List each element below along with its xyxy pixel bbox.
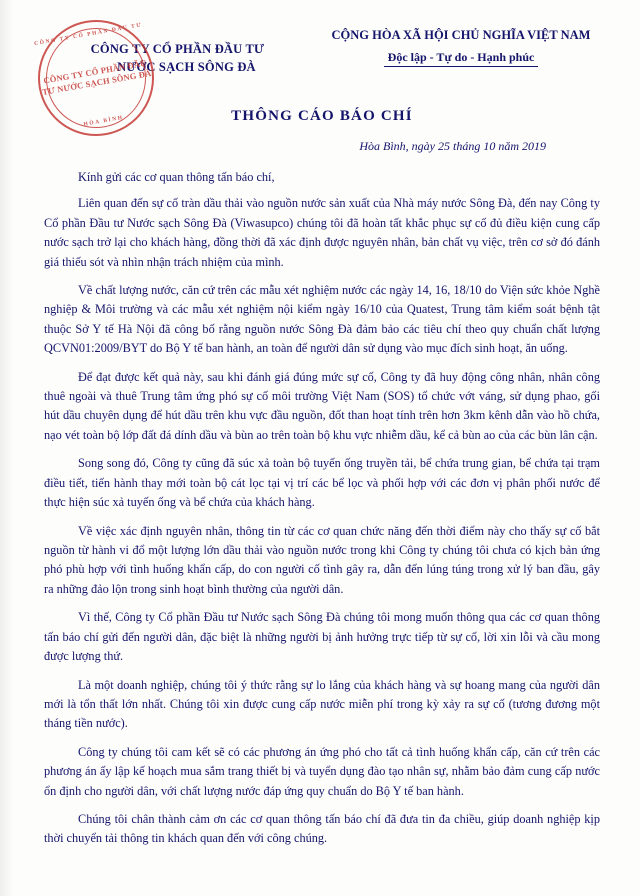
paragraph: Chúng tôi chân thành cảm ơn các cơ quan thông tấn báo chí đã đưa tin đa chiều, giúp doanh nghiệp kịp thời chuyển tải thông tin khách quan đến với công chúng. <box>44 812 600 846</box>
seal-arc-bottom-text: HÒA BÌNH <box>83 114 125 128</box>
seal-center-text: CÔNG TY CỔ PHẦN ĐẦU TƯ NƯỚC SẠCH SÔNG ĐÀ <box>41 57 153 98</box>
seal-arc-top-text: CÔNG TY CỔ PHẦN ĐẦU TƯ <box>33 22 143 48</box>
paragraph: Liên quan đến sự cố tràn dầu thải vào nguồn nước sản xuất của Nhà máy nước Sông Đà, đến nay Công ty Cổ phần Đầu tư Nước sạch Sông Đà (Viwasupco) chúng tôi đã hoàn tất khắc phục sự cố đủ điều kiện cung cấp nước sạch trở lại cho khách hàng, đồng thời đã xác định được nguyên nhân, bản chất vụ việc, trên cơ sở đó đánh giá thiếu sót và nhìn nhận trách nhiệm của mình. <box>44 196 600 269</box>
paragraph: Về việc xác định nguyên nhân, thông tin từ các cơ quan chức năng đến thời điểm này cho thấy sự cố bắt nguồn từ hành vi đổ một lượng lớn dầu thải vào nguồn nước trong khi Công ty chúng tôi chưa có kịch bản ứng phó phù hợp với tình huống khẩn cấp, do con người cố tình gây ra, dẫn đến lúng túng trong xử lý ban đầu, gây ra những đảo lộn trong sinh hoạt bình thường của người dân. <box>44 523 600 596</box>
nation-name: CỘNG HÒA XÃ HỘI CHỦ NGHĨA VIỆT NAM <box>331 28 591 42</box>
paragraph: Vì thế, Công ty Cổ phần Đầu tư Nước sạch Sông Đà chúng tôi mong muốn thông qua các cơ quan thông tấn báo chí gửi đến người dân, đặc biệt là những người bị ảnh hưởng trực tiếp từ sự cố, lời xin lỗi và cầu mong được lượng thứ. <box>44 610 600 664</box>
organization-block <box>33 22 311 128</box>
document-date: Hòa Bình, ngày 25 tháng 10 năm 2019 <box>359 139 546 154</box>
paragraph: Về chất lượng nước, căn cứ trên các mẫu xét nghiệm nước các ngày 14, 16, 18/10 do Viện sức khỏe Nghề nghiệp & Môi trường và các mẫu xét nghiệm nội kiểm ngày 16/10 của Quatest, Trung tâm kiểm soát bệnh tật thuộc Sở Y tế Hà Nội đã công bố rằng nguồn nước Sông Đà đảm bảo các tiêu chí theo quy chuẩn chất lượng QCVN01:2009/BYT do Bộ Y tế ban hành, an toàn để người dân sử dụng vào mục đích sinh hoạt, ăn uống. <box>44 282 600 356</box>
nation-block <box>322 26 600 67</box>
salutation: Kính gửi các cơ quan thông tấn báo chí, <box>78 170 275 185</box>
organization-line-1: CÔNG TY CỔ PHẦN ĐẦU TƯ <box>90 42 265 56</box>
document-body <box>44 194 600 849</box>
paragraph: Song song đó, Công ty cũng đã súc xả toàn bộ tuyến ống truyền tải, bể chứa trung gian, bể chứa tại trạm điều tiết, tiến hành thay mới toàn bộ cát lọc tại vị trí các bể lọc và phối hợp với các đơn vị phân phối nước để thực hiện súc xả tuyến ống và bể chứa của khách hàng. <box>44 456 600 510</box>
nation-motto: Độc lập - Tự do - Hạnh phúc <box>384 49 539 67</box>
paragraph: Công ty chúng tôi cam kết sẽ có các phương án ứng phó cho tất cả tình huống khẩn cấp, căn cứ trên các phương án ấy lập kế hoạch mua sắm trang thiết bị và tuyển dụng đào tạo nhân sự, nhằm bảo đảm cung cấp nước ổn định cho người dân, với chất lượng nước đáp ứng quy chuẩn do Bộ Y tế ban hành. <box>44 744 600 798</box>
paragraph: Để đạt được kết quả này, sau khi đánh giá đúng mức sự cố, Công ty đã huy động công nhân, nhân công thuê ngoài và thuê Trung tâm ứng phó sự cố môi trường Việt Nam (SOS) tổ chức vớt váng, sử dụng phao, gối hút dầu chuyên dụng để hút dầu trên khu vực đầu nguồn, đốt than hoạt tính trên hơn 3km kênh dẫn vào hồ chứa, nạo vét toàn bộ lớp đất đá dính dầu và bùn ao trên toàn bộ khu vực nhiễm dầu, kể cả bùn ao của các bùn lân cận. <box>44 369 600 442</box>
organization-line-2: NƯỚC SẠCH SÔNG ĐÀ <box>117 60 256 75</box>
paragraph: Là một doanh nghiệp, chúng tôi ý thức rằng sự lo lắng của khách hàng và sự hoang mang của người dân mới là tổn thất lớn nhất. Chúng tôi xin được cung cấp nước miễn phí trong kỳ xảy ra sự cố (tương đương một tháng tiền nước). <box>44 677 600 731</box>
page-title: THÔNG CÁO BÁO CHÍ <box>231 108 413 125</box>
